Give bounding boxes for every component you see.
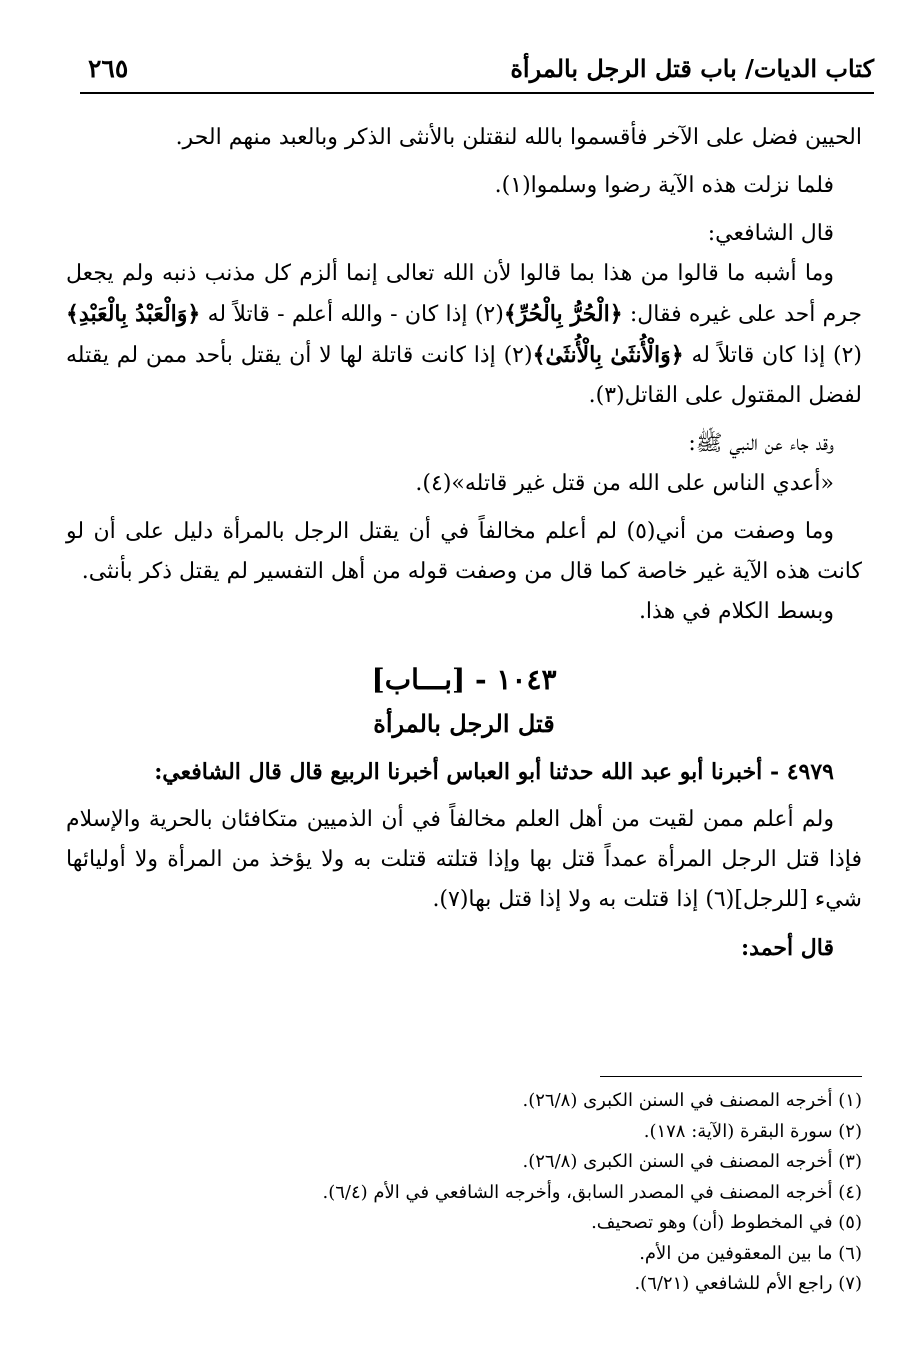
chapter-heading: ١٠٤٣ - [بـــاب] xyxy=(371,663,557,696)
running-title: كتاب الديات/ باب قتل الرجل بالمرأة xyxy=(510,54,874,83)
footnote: (٢) سورة البقرة (الآية: ١٧٨). xyxy=(643,1120,862,1142)
chapter-title: قتل الرجل بالمرأة xyxy=(373,709,555,738)
main-text xyxy=(66,118,862,968)
footnote-separator xyxy=(600,1076,862,1077)
footnote: (٦) ما بين المعقوفين من الأم. xyxy=(639,1242,862,1264)
footnote: (٧) راجع الأم للشافعي (٦/٢١). xyxy=(634,1273,862,1294)
page-header xyxy=(80,52,874,94)
paragraph: قال أحمد: xyxy=(741,935,834,961)
text-segment: (٢) إذا كانت قاتلة لها لا أن يقتل بأحد ممن لم يقتله لفضل المقتول على القاتل(٣). xyxy=(66,343,862,408)
quran-quote: ﴿وَالْأُنثَىٰ بِالْأُنثَىٰ﴾ xyxy=(532,342,684,368)
paragraph: ولم أعلم ممن لقيت من أهل العلم مخالفاً في أن الذميين متكافئان بالحرية والإسلام فإذا قتل الرجل المرأة عمداً قتل بها وإذا قتلته قتلت به ولا يؤخذ من المرأة ولا أوليائها شيء [للرجل](٦) إذا قتلت به ولا إذا قتل بها(٧). xyxy=(66,807,862,912)
hadith-quote: «أعدي الناس على الله من قتل غير قاتله»(٤). xyxy=(415,471,834,496)
paragraph: الحيين فضل على الآخر فأقسموا بالله لنقتلن بالأنثى الذكر وبالعبد منهم الحر. xyxy=(175,125,862,150)
text-segment: (٢) إذا كان - والله أعلم - قاتلاً له xyxy=(200,302,504,327)
footnote: (١) أخرجه المصنف في السنن الكبرى (٢٦/٨). xyxy=(522,1090,862,1111)
page-number: ٢٦٥ xyxy=(88,54,129,83)
paragraph: فلما نزلت هذه الآية رضوا وسلموا(١). xyxy=(494,173,834,198)
footnote: (٥) في المخطوط (أن) وهو تصحيف. xyxy=(591,1212,862,1233)
paragraph: قال الشافعي: xyxy=(707,221,834,246)
footnotes xyxy=(66,1086,862,1300)
text-segment: وما أشبه ما قالوا من هذا بما قالوا لأن الله تعالى إنما ألزم كل مذنب ذنبه ولم يجعل جرم أحد على غيره فقال: xyxy=(66,261,862,327)
paragraph: وبسط الكلام في هذا. xyxy=(638,599,834,624)
hadith-number-line: ٤٩٧٩ - أخبرنا أبو عبد الله حدثنا أبو العباس أخبرنا الربيع قال قال الشافعي: xyxy=(154,759,834,785)
footnote: (٤) أخرجه المصنف في المصدر السابق، وأخرجه الشافعي في الأم (٦/٤). xyxy=(322,1181,862,1203)
footnote: (٣) أخرجه المصنف في السنن الكبرى (٢٦/٨). xyxy=(522,1151,862,1172)
paragraph: وقد جاء عن النبي ﷺ: xyxy=(688,431,834,456)
text-segment: (٢) إذا كان قاتلاً له xyxy=(683,343,863,368)
quran-quote: ﴿وَالْعَبْدُ بِالْعَبْدِ﴾ xyxy=(66,301,201,327)
paragraph: وما وصفت من أني(٥) لم أعلم مخالفاً في أن يقتل الرجل بالمرأة دليل على أن لو كانت هذه الآية غير خاصة كما قال من وصفت قوله من أهل التفسير لم يقتل ذكر بأنثى. xyxy=(66,519,862,584)
quran-quote: ﴿الْحُرُّ بِالْحُرِّ﴾ xyxy=(503,301,623,327)
paragraph-quran xyxy=(66,254,862,416)
